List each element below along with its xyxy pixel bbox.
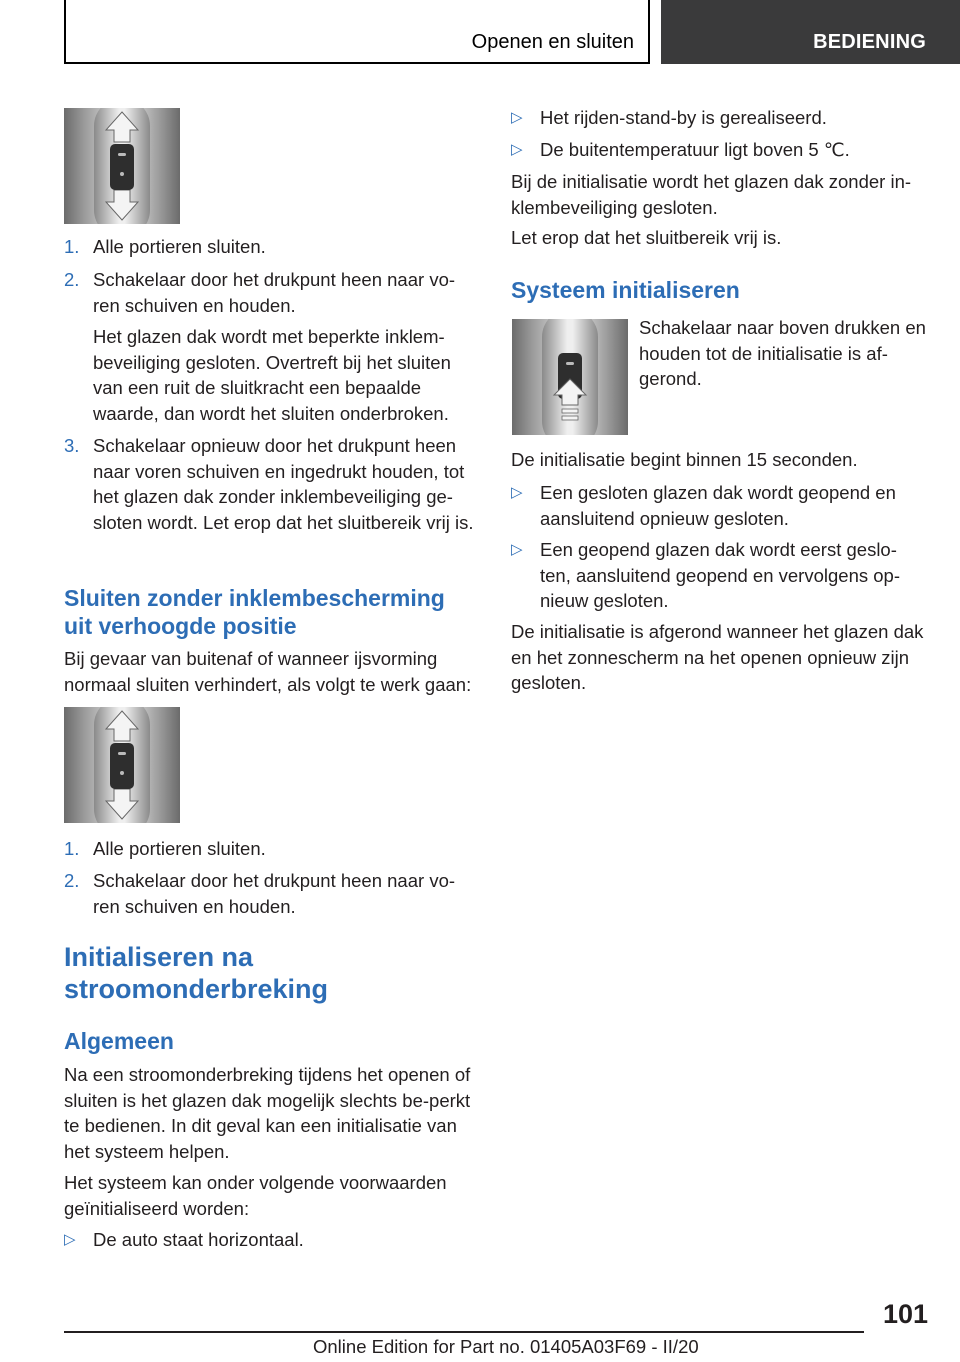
bullet-text: Een gesloten glazen dak wordt geopend en aansluitend opnieuw gesloten. (540, 482, 896, 529)
footer-edition: Online Edition for Part no. 01405A03F69 - II/20 (313, 1336, 699, 1357)
list-item (64, 267, 484, 319)
step-text: Alle portieren sluiten. (93, 236, 266, 257)
triangle-bullet-icon: ▷ (64, 1231, 76, 1248)
begint-paragraph: De initialisatie begint binnen 15 seconden. (511, 449, 858, 470)
header-chapter-tab (661, 0, 960, 64)
algemeen-paragraph: Na een stroomonderbreking tijdens het openen of sluiten is het glazen dak mogelijk slechts be‐perkt te bedienen. In dit geval kan een initialisatie van het systeem helpen. (64, 1064, 471, 1162)
triangle-bullet-icon: ▷ (511, 484, 523, 501)
triangle-bullet-icon: ▷ (511, 541, 523, 558)
list-item (64, 836, 484, 862)
sluiten-paragraph: Bij gevaar van buitenaf of wanneer ijsvorming normaal sluiten verhindert, als volgt te werk gaan: (64, 648, 472, 695)
voorwaarden-paragraph: Het systeem kan onder volgende voorwaarden geïnitialiseerd worden: (64, 1172, 447, 1219)
roof-switch (110, 743, 134, 789)
section-title: Openen en sluiten (471, 31, 634, 53)
roof-switch-illustration-1 (64, 108, 180, 224)
heading-algemeen: Algemeen (64, 1028, 174, 1054)
heading-initialiseren: Initialiseren na stroomonderbreking (64, 942, 329, 1004)
step-number: 2. (64, 870, 80, 891)
triangle-bullet-icon: ▷ (511, 141, 523, 158)
list-item (64, 234, 484, 260)
triangle-bullet-icon: ▷ (511, 109, 523, 126)
up-arrow-icon (512, 319, 628, 435)
heading-systeem: Systeem initialiseren (511, 277, 740, 303)
bullet-text: De buitentemperatuur ligt boven 5 ℃. (540, 139, 850, 160)
list-item (511, 105, 931, 131)
step-text: Alle portieren sluiten. (93, 838, 266, 859)
list-item (64, 433, 484, 561)
step-number: 1. (64, 838, 80, 859)
bullet-text: Het rijden-stand-by is gerealiseerd. (540, 107, 827, 128)
list-item (511, 137, 931, 163)
header-section-tab (64, 0, 650, 64)
init-paragraph: Bij de initialisatie wordt het glazen dak zonder in‐klembeveiliging gesloten. (511, 171, 912, 218)
bullet-text: Een geopend glazen dak wordt eerst geslo‐ten, aansluitend geopend en vervolgens op‐nieuw gesloten. (540, 539, 900, 611)
list-item (64, 868, 484, 920)
systeem-instruction: Schakelaar naar boven drukken en houden tot de initialisatie is af‐gerond. (639, 317, 926, 389)
step-text: Schakelaar door het drukpunt heen naar vo‐ren schuiven en houden. (93, 269, 456, 316)
list-item (511, 537, 931, 615)
page-number: 101 (882, 1299, 928, 1329)
roof-switch-illustration-2 (64, 707, 180, 823)
step-note: Het glazen dak wordt met beperkte inklem‐beveiliging gesloten. Overtreft bij het sluiten van een ruit de sluitkracht een bepaalde waarde, dan wordt het sluiten onderbroken. (93, 326, 451, 424)
bullet-text: De auto staat horizontaal. (93, 1229, 304, 1250)
footer-divider (64, 1331, 864, 1333)
list-item (64, 1227, 484, 1253)
step-number: 1. (64, 236, 80, 257)
chapter-title: BEDIENING (813, 31, 926, 53)
step-text: Schakelaar opnieuw door het drukpunt heen naar voren schuiven en ingedrukt houden, tot het glazen dak zonder inklembeveiliging ge‐sloten wordt. Let erop dat het sluitbereik vrij is. (93, 435, 474, 533)
roof-switch-illustration-3 (512, 319, 628, 435)
sluitbereik-paragraph: Let erop dat het sluitbereik vrij is. (511, 227, 782, 248)
heading-sluiten: Sluiten zonder inklembescherming uit verhoogde positie (64, 585, 445, 639)
step-text: Schakelaar door het drukpunt heen naar vo‐ren schuiven en houden. (93, 870, 456, 917)
roof-switch (110, 144, 134, 190)
step-number: 2. (64, 269, 80, 290)
afgerond-paragraph: De initialisatie is afgerond wanneer het glazen dak en het zonnescherm na het openen opnieuw zijn gesloten. (511, 621, 924, 693)
step-number: 3. (64, 435, 80, 456)
list-item (511, 480, 931, 532)
